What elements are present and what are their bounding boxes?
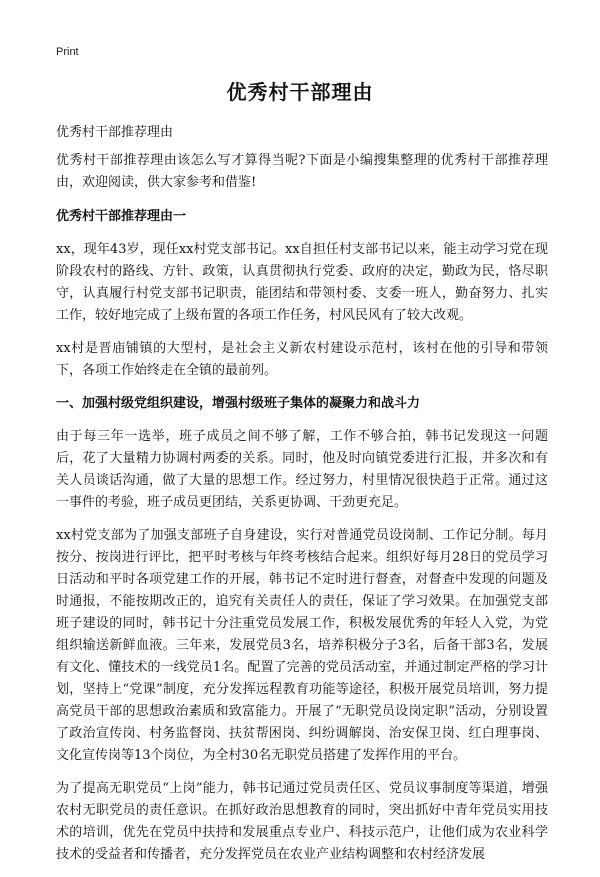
article-body [56,122,548,877]
section-title: 优秀村干部推荐理由一 [56,209,187,224]
print-link[interactable]: Print [56,46,79,58]
intro-paragraph: 优秀村干部推荐理由该怎么写才算得当呢?下面是小编搜集整理的优秀村干部推荐理由，欢迎阅读，供大家参考和借鉴! [56,153,548,190]
paragraph: 由于每三年一选举，班子成员之间不够了解，工作不够合拍，韩书记发现这一问题后，花了大量精力协调村两委的关系。同时，他及时向镇党委进行汇报，并多次和有关人员谈话沟通，做了大量的思想工作。经过努力，村里情况很快趋于正常。通过这一事件的考验，班子成员更团结，关系更协调、干劲更充足。 [56,429,548,510]
article-subtitle: 优秀村干部推荐理由 [56,125,174,140]
paragraph: xx村党支部为了加强支部班子自身建设，实行对普通党员设岗制、工作记分制。每月按分、按岗进行评比，把平时考核与年终考核结合起来。组织好每月28日的党员学习日活动和平时各项党建工作的开展，韩书记不定时进行督查，对督查中发现的问题及时通报，不能按期改正的，追究有关责任人的责任，保证了学习效果。在加强党支部班子建设的同时，韩书记十分注重党员发展工作，积极发展优秀的年轻人入党，为党组织输送新鲜血液。三年来，发展党员3名，培养积极分子3名，后备干部3名，发展有文化、懂技术的一线党员1名。配置了完善的党员活动室，并通过制定严格的学习计划，坚持上“党课”制度，充分发挥远程教育功能等途径，积极开展党员培训，努力提高党员干部的思想政治素质和致富能力。开展了“无职党员设岗定职”活动，分别设置了政治宣传岗、村务监督岗、扶贫帮困岗、纠纷调解岗、治安保卫岗、红白理事岗、文化宣传岗等13个岗位，为全村30名无职党员搭建了发挥作用的平台。 [56,528,548,763]
page-title: 优秀村干部理由 [226,80,374,104]
paragraph: 为了提高无职党员“上岗”能力，韩书记通过党员责任区、党员议事制度等渠道，增强农村无职党员的责任意识。在抓好政治思想教育的同时，突出抓好中青年党员实用技术的培训，优先在党员中扶持和发展重点专业户、科技示范户，让他们成为农业科学技术的受益者和传播者，充分发挥党员在农业产业结构调整和农村经济发展 [56,781,548,862]
section-heading: 一、加强村级党组织建设，增强村级班子集体的凝聚力和战斗力 [56,396,421,411]
paragraph: xx村是晋庙铺镇的大型村，是社会主义新农村建设示范村，该村在他的引导和带领下，各项工作始终走在全镇的最前列。 [56,341,548,378]
paragraph: xx，现年43岁，现任xx村党支部书记。xx自担任村支部书记以来，能主动学习党在现阶段农村的路线、方针、政策，认真贯彻执行党委、政府的决定，勤政为民，恪尽职守，认真履行村党支部书记职责，能团结和带领村委、支委一班人，勤奋努力、扎实工作，较好地完成了上级布置的各项工作任务，村风民风有了较大改观。 [56,242,548,323]
